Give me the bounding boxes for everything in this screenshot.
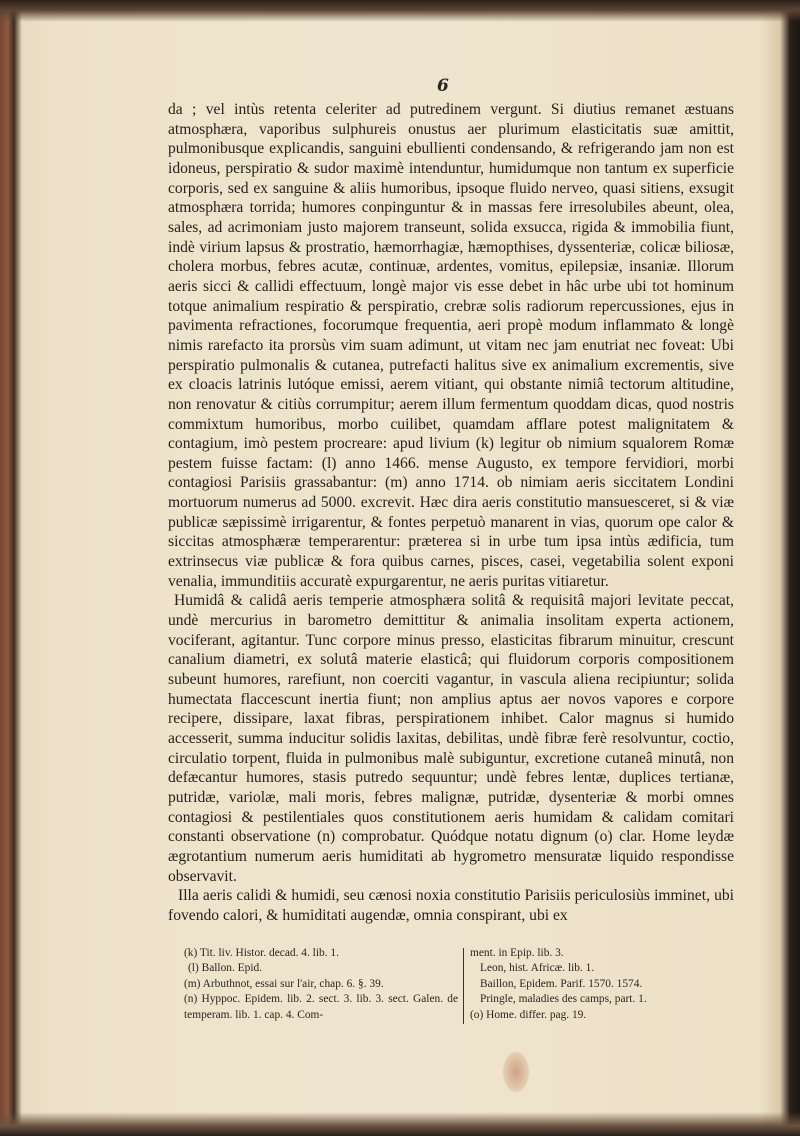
bottom-edge-shadow	[0, 1112, 800, 1136]
paragraph-3: Illa aeris calidi & humidi, seu cænosi noxia constitutio Parisiis periculosiùs imminet, ubi fovendo calori, & humiditati augendæ, omnia conspirant, ubi ex	[168, 887, 734, 924]
footnote-divider	[463, 948, 464, 1024]
footnote-o: (o) Home. differ. pag. 19.	[470, 1008, 587, 1021]
footnotes-right-column	[470, 946, 734, 1023]
footnote-m: (m) Arbuthnot, essai sur l'air, chap. 6. §. 39.	[184, 977, 384, 990]
footnotes-left-column	[184, 946, 458, 1023]
footnote-leon: Leon, hist. Africæ. lib. 1.	[480, 962, 595, 975]
footnote-pringle: Pringle, maladies des camps, part. 1.	[480, 993, 647, 1006]
paragraph-2: Humidâ & calidâ aeris temperie atmosphæra solitâ & requisitâ majori levitate peccat, undè mercurius in barometro demittitur & animalia insolitam experta actionem, vociferant, agitantur. Tunc corpore minus presso, elasticitas fibrarum minuitur, crescunt canalium diametri, ex solutâ materie elasticâ; qui fluidorum corporis compositionem subeunt humores, rarefiunt, non coerciti vagantur, in vascula aliena recipiuntur; solida humectata flaccescunt inertia fiunt; non amplius aptus aer novos vapores e corpore recipere, dissipare, laxat fibras, perspirationem inhibet. Calor magnus si humido accesserit, summa inducitur solidis laxitas, debilitas, undè fibræ ferè resolvuntur, coctio, circulatio torpent, fluida in pulmonibus malè subiguntur, excretione cutaneâ minutâ, non defæcantur humores, stasis putredo sequuntur; undè febres lentæ, duplices tertianæ, putridæ, variolæ, mali moris, febres malignæ, putridæ, dysenteriæ & morbi omnes contagiosi & pestilentiales quos constitutionem aeris humidam & calidam comitari constanti observatione (n) comprobatur. Quódque notatu dignum (o) clar. Home leydæ ægrotantium numerum aeris humiditati ab hygrometro mensuratæ liquido respondisse observavit.	[168, 592, 734, 885]
footnote-l: (l) Ballon. Epid.	[188, 962, 263, 975]
paragraph-1: da ; vel intùs retenta celeriter ad putredinem vergunt. Si diutius remanet æstuans atmosphæra, vaporibus sulphureis onustus aer plurimum elasticitatis suæ amittit, pulmonibusque explicandis, sanguini ebullienti condensando, & refrigerando jam non est idoneus, perspiratio & sudor maximè intenduntur, humidumque non tantum ex superficie corporis, sed ex sanguine & aliis humoribus, ipsoque fluido nerveo, quasi sitiens, exsugit atmosphæra torrida; humores conpinguntur & in massas fere irresolubiles abeunt, olea, sales, ad acrimoniam justo majorem transeunt, solida exsucca, rigida & immobilia fiunt, indè virium lapsus & prostratio, hæmorrhagiæ, hæmopthises, dyssenteriæ, colicæ biliosæ, cholera morbus, febres acutæ, continuæ, ardentes, vomitus, epilepsiæ, insaniæ. Illorum aeris sicci & callidi effectuum, longè major vis esse debet in hâc urbe ubi tot hominum totque animalium respiratio & perspiratio, crebræ solis radiorum repercussiones, ejus in pavimenta refractiones, focorumque frequentia, aeri propè modum inflammato & longè nimis rarefacto ita prorsùs vim suam adimunt, ut vitam nec jam enutriat nec foveat: Ubi perspiratio pulmonalis & cutanea, putrefacti halitus sive ex animalium excrementis, sive ex cloacis latrinis lutóque emissi, aerem vitiant, qui obstante nimiâ tectorum altitudine, non renovatur & citiùs corrumpitur; aerem illum fermentum quoddam dicas, quod nostris commixtum humoribus, morbo cuilibet, quamdam afflare potest malignitatem & contagium, imò pestem procreare: apud livium (k) legitur ob nimium squalorem Romæ pestem fuisse factam: (l) anno 1466. mense Augusto, ex tempore fervidiori, morbi contagiosi Parisiis grassabantur: (m) anno 1714. ob nimiam aeris siccitatem Londini mortuorum numerus ad 5000. excrevit. Hæc dira aeris constitutio mansuesceret, si & viæ publicæ sæpissimè irrigarentur, & fontes perpetuò manarent in vias, quorum ope calor & siccitas atmosphæræ temperarentur: præterea si in urbe tum ipsa intùs ædificia, tum extrinsecus viæ publicæ & fora quibus carnes, pisces, casei, vegetabilia solent exponi venalia, immunditiis accuratè expurgarentur, ne aeris puritas vitiaretur.	[168, 101, 734, 590]
footnote-k: (k) Tit. liv. Histor. decad. 4. lib. 1.	[184, 947, 339, 959]
top-edge-shadow	[0, 0, 800, 22]
footnote-n-continuation: ment. in Epip. lib. 3.	[470, 947, 564, 959]
paper-stain	[503, 1052, 529, 1092]
main-text-block	[168, 100, 734, 926]
footnote-n: (n) Hyppoc. Epidem. lib. 2. sect. 3. lib. 3. sect. Galen. de temperam. lib. 1. cap. 4. Com-	[184, 993, 458, 1021]
footnote-baillon: Baillon, Epidem. Parif. 1570. 1574.	[480, 977, 643, 990]
page-number: 6	[437, 76, 449, 96]
